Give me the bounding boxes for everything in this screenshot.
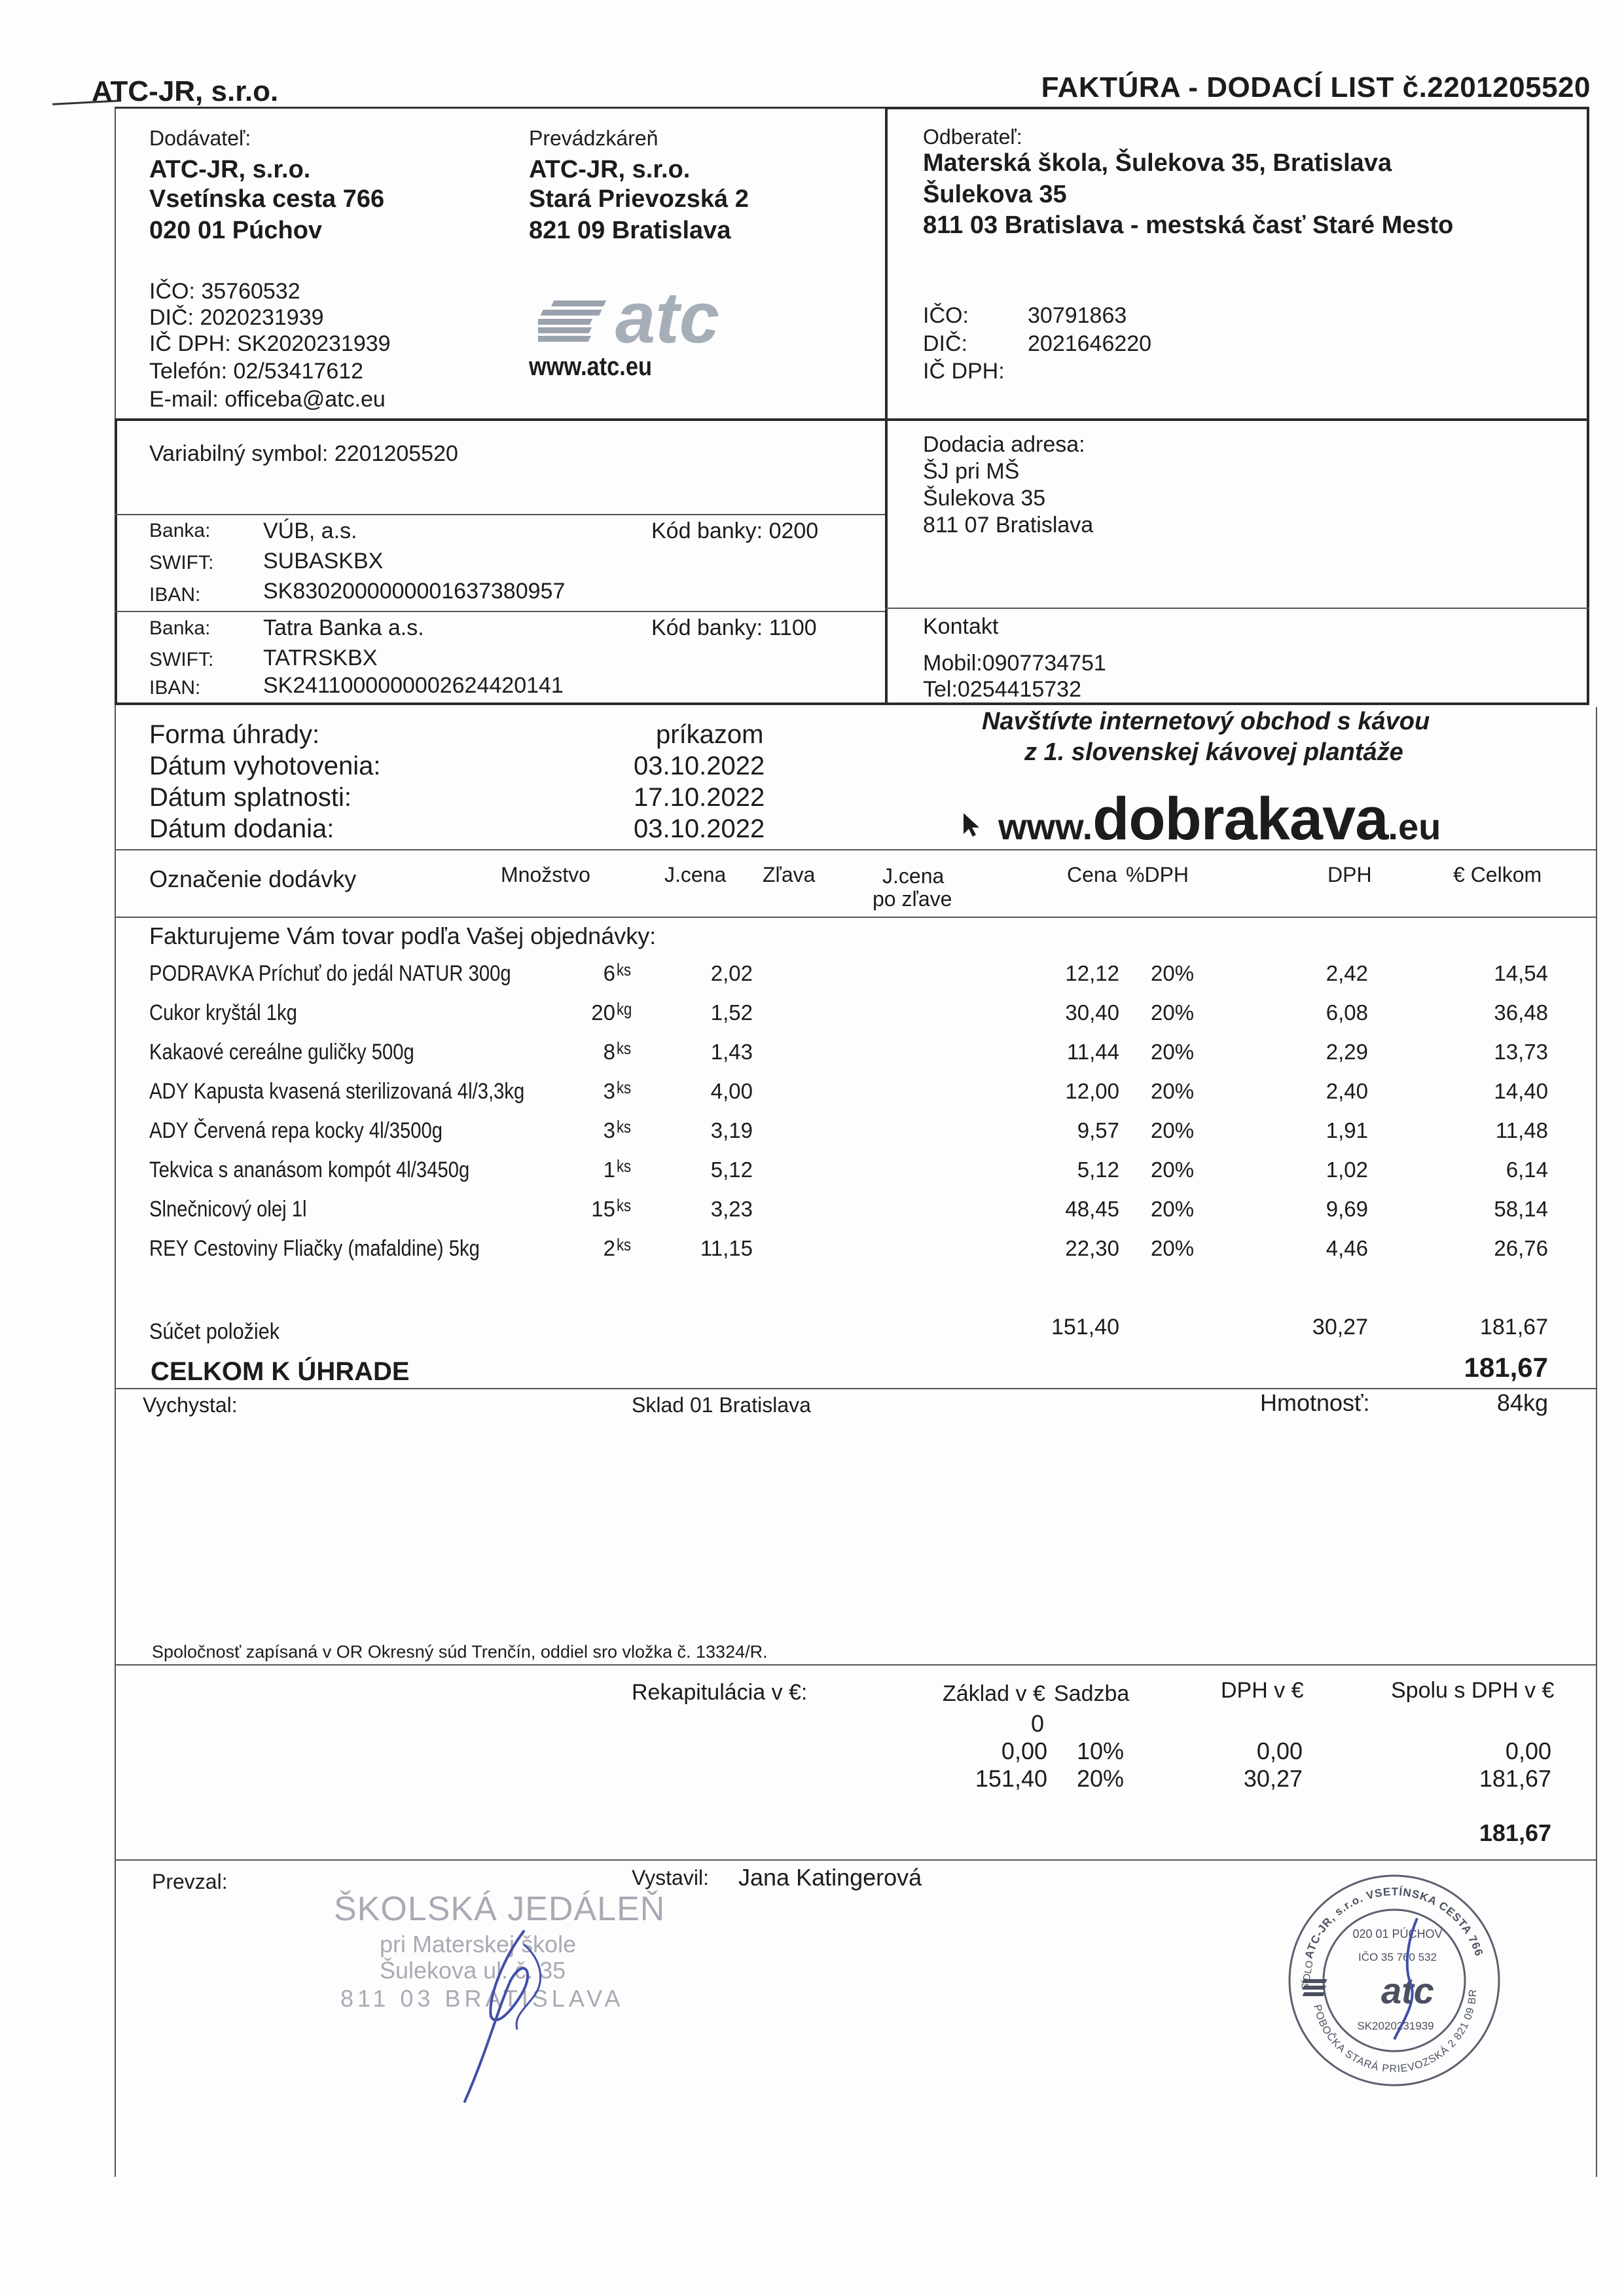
item-unit-price: 5,12	[710, 1157, 753, 1182]
item-name: ADY Kapusta kvasená sterilizovaná 4l/3,3kg	[149, 1079, 525, 1104]
supplier-dic: DIČ: 2020231939	[149, 305, 324, 330]
item-total: 13,73	[1494, 1040, 1548, 1064]
payment-form-value: príkazom	[656, 720, 764, 749]
svg-text:POBOČKA STARÁ PRIEVOZSKÁ 2 821: POBOČKA STARÁ PRIEVOZSKÁ 2 821 09 BR	[1311, 1988, 1479, 2075]
branch-city: 821 09 Bratislava	[529, 217, 731, 244]
promo-line1: Navštívte internetový obchod s kávou	[982, 708, 1430, 735]
recap-row2-rate: 20%	[1077, 1765, 1125, 1792]
table-row	[0, 1237, 1624, 1270]
item-unit: kg	[617, 999, 632, 1019]
item-price: 48,45	[1065, 1197, 1119, 1221]
sum-price: 151,40	[1051, 1315, 1119, 1339]
supplier-name: ATC-JR, s.r.o.	[149, 156, 311, 183]
document-title: FAKTÚRA - DODACÍ LIST č.2201205520	[1041, 71, 1591, 103]
delivery-line2: Šulekova 35	[923, 486, 1046, 511]
item-vat: 1,02	[1326, 1157, 1368, 1182]
item-price: 5,12	[1077, 1157, 1119, 1182]
school-stamp-line4: 811 03 BRATISLAVA	[340, 1985, 624, 2012]
item-unit-price: 1,52	[710, 1000, 753, 1025]
item-unit-price: 4,00	[710, 1079, 753, 1103]
item-name: Cukor kryštál 1kg	[149, 1000, 297, 1025]
branch-web[interactable]: www.atc.eu	[529, 352, 652, 381]
delivered-label: Dátum dodania:	[149, 814, 334, 843]
customer-ico-label: IČO:	[923, 303, 969, 328]
item-vat-pct: 20%	[1151, 1000, 1195, 1025]
frame-right	[1596, 707, 1597, 2177]
item-unit: ks	[617, 1156, 632, 1176]
item-unit: ks	[617, 1117, 632, 1137]
bank2-name: Tatra Banka a.s.	[263, 615, 424, 640]
item-unit: ks	[617, 1078, 632, 1097]
table-row	[0, 1038, 1624, 1074]
item-total: 11,48	[1495, 1118, 1548, 1142]
recap-vat-header: DPH v €	[1221, 1678, 1304, 1703]
bank1-code: Kód banky: 0200	[651, 519, 819, 543]
table-row	[0, 1195, 1624, 1231]
svg-text:atc: atc	[1381, 1970, 1434, 2011]
item-name: PODRAVKA Príchuť do jedál NATUR 300g	[149, 961, 511, 986]
item-vat: 4,46	[1326, 1236, 1368, 1260]
customer-city: 811 03 Bratislava - mestská časť Staré Mesto	[923, 211, 1454, 239]
item-price: 30,40	[1065, 1000, 1119, 1025]
recap-row2-vat: 30,27	[1243, 1765, 1303, 1792]
item-vat-pct: 20%	[1151, 1197, 1195, 1221]
supplier-email: E-mail: officeba@atc.eu	[149, 387, 386, 412]
branch-label: Prevádzkáreň	[529, 126, 659, 150]
svg-text:atc: atc	[615, 278, 719, 350]
item-total: 14,40	[1494, 1079, 1548, 1103]
item-price: 9,57	[1077, 1118, 1119, 1142]
contact-tel: Tel:0254415732	[923, 677, 1082, 702]
item-vat: 2,42	[1326, 961, 1368, 985]
prepared-label: Vychystal:	[143, 1393, 238, 1417]
item-total: 6,14	[1506, 1157, 1548, 1182]
item-qty: 15	[591, 1197, 615, 1221]
item-name: Kakaové cereálne guličky 500g	[149, 1040, 414, 1065]
sum-vat: 30,27	[1312, 1315, 1368, 1339]
header-unit-after-2: po zľave	[873, 887, 952, 911]
customer-name: Materská škola, Šulekova 35, Bratislava	[923, 149, 1392, 177]
issuer-name: Jana Katingerová	[738, 1864, 922, 1891]
svg-text:SÍDLO: SÍDLO	[1299, 1959, 1316, 1991]
item-qty: 8	[603, 1040, 615, 1064]
header-vat: DPH	[1327, 863, 1372, 886]
recap-row2-base: 151,40	[975, 1765, 1047, 1792]
supplier-ico: IČO: 35760532	[149, 279, 300, 304]
warehouse: Sklad 01 Bratislava	[632, 1393, 811, 1417]
svg-text:ATC-JR, s.r.o. VSETÍNSKA CESTA: ATC-JR, s.r.o. VSETÍNSKA CESTA 766	[1302, 1885, 1486, 1960]
payment-divider-1	[115, 514, 885, 515]
supplier-phone: Telefón: 02/53417612	[149, 359, 364, 384]
item-name: ADY Červená repa kocky 4l/3500g	[149, 1118, 443, 1143]
company-stamp-drawing	[1283, 1869, 1506, 2092]
header-qty: Množstvo	[501, 863, 590, 886]
grand-total-rule	[115, 1388, 1596, 1389]
weight-value: 84kg	[1496, 1389, 1548, 1416]
recap-rate-header: Sadzba	[1054, 1681, 1130, 1706]
recap-base-header: Základ v €	[943, 1681, 1045, 1706]
item-unit-price: 11,15	[700, 1236, 753, 1260]
header-price: Cena	[1067, 863, 1117, 886]
svg-text:SK2020231939: SK2020231939	[1357, 2020, 1434, 2032]
bank2-swift: TATRSKBX	[263, 646, 378, 670]
recap-row2-total: 181,67	[1479, 1765, 1551, 1792]
header-vat-pct: %DPH	[1126, 863, 1189, 886]
item-unit-price: 1,43	[710, 1040, 753, 1064]
registration-rule	[115, 1664, 1596, 1666]
signature	[425, 1918, 596, 2115]
cursor-icon	[961, 812, 981, 838]
bank2-label: Banka:	[149, 617, 211, 639]
school-stamp-line1: ŠKOLSKÁ JEDÁLEŇ	[334, 1890, 666, 1928]
bank2-iban: SK2411000000002624420141	[263, 673, 564, 698]
branch-name: ATC-JR, s.r.o.	[529, 156, 691, 183]
sum-total: 181,67	[1480, 1315, 1548, 1339]
item-unit: ks	[617, 1235, 632, 1254]
item-vat-pct: 20%	[1151, 1157, 1195, 1182]
item-vat-pct: 20%	[1151, 961, 1195, 985]
item-qty: 1	[603, 1157, 615, 1182]
header-item: Označenie dodávky	[149, 866, 357, 892]
item-vat-pct: 20%	[1151, 1118, 1195, 1142]
item-vat: 2,40	[1326, 1079, 1368, 1103]
header-unit-price: J.cena	[664, 863, 727, 886]
item-vat-pct: 20%	[1151, 1079, 1195, 1103]
recap-row1-vat: 0,00	[1256, 1738, 1303, 1764]
delivery-label: Dodacia adresa:	[923, 432, 1085, 457]
item-total: 14,54	[1494, 961, 1548, 985]
item-unit: ks	[617, 960, 632, 979]
header-underline	[115, 107, 936, 109]
bank1-swift: SUBASKBX	[263, 549, 384, 574]
school-stamp-line3: Šulekova ul. č. 35	[380, 1957, 566, 1984]
item-price: 11,44	[1066, 1040, 1119, 1064]
signature-drawing	[425, 1918, 596, 2115]
recap-bottom-rule	[115, 1859, 1596, 1861]
delivered-value: 03.10.2022	[634, 814, 765, 843]
bank1-name: VÚB, a.s.	[263, 519, 357, 543]
header-unit-after-1: J.cena	[882, 864, 945, 888]
table-intro: Fakturujeme Vám tovar podľa Vašej objednávky:	[149, 922, 657, 949]
bank2-code: Kód banky: 1100	[651, 615, 817, 640]
recap-row1-rate: 10%	[1077, 1738, 1125, 1764]
item-total: 36,48	[1494, 1000, 1548, 1025]
recap-zero: 0	[1031, 1710, 1045, 1737]
header-total: € Celkom	[1453, 863, 1542, 886]
company-stamp	[1283, 1869, 1506, 2092]
item-price: 12,12	[1065, 961, 1119, 985]
customer-label: Odberateľ:	[923, 125, 1022, 149]
item-vat-pct: 20%	[1151, 1040, 1195, 1064]
received-label: Prevzal:	[152, 1870, 228, 1893]
table-row	[0, 1156, 1624, 1192]
supplier-city: 020 01 Púchov	[149, 217, 323, 244]
svg-text:IČO 35 760 532: IČO 35 760 532	[1358, 1951, 1437, 1963]
payment-divider-2	[115, 611, 885, 612]
variable-symbol: Variabilný symbol: 2201205520	[149, 441, 458, 466]
bank1-iban: SK8302000000001637380957	[263, 579, 566, 604]
customer-ico: 30791863	[1028, 303, 1127, 328]
customer-icdph-label: IČ DPH:	[923, 359, 1005, 384]
supplier-street: Vsetínska cesta 766	[149, 185, 385, 213]
item-name: Slnečnicový olej 1l	[149, 1197, 307, 1222]
table-top-rule	[115, 849, 1596, 850]
item-qty: 3	[603, 1118, 615, 1142]
supplier-label: Dodávateľ:	[149, 126, 251, 150]
item-vat: 6,08	[1326, 1000, 1368, 1025]
header-company: ATC-JR, s.r.o.	[92, 75, 279, 107]
item-vat: 9,69	[1326, 1197, 1368, 1221]
issuer-label: Vystavil:	[632, 1866, 709, 1889]
promo-line2: z 1. slovenskej kávovej plantáže	[1024, 738, 1403, 766]
due-label: Dátum splatnosti:	[149, 783, 352, 812]
customer-dic: 2021646220	[1028, 331, 1152, 356]
item-total: 26,76	[1494, 1236, 1548, 1260]
item-name: REY Cestoviny Fliačky (mafaldine) 5kg	[149, 1236, 480, 1261]
item-price: 22,30	[1065, 1236, 1119, 1260]
issued-value: 03.10.2022	[634, 752, 765, 780]
bank2-iban-label: IBAN:	[149, 677, 201, 699]
bank1-swift-label: SWIFT:	[149, 552, 214, 574]
bank1-label: Banka:	[149, 520, 211, 541]
atc-logo-icon	[538, 278, 748, 350]
supplier-icdph: IČ DPH: SK2020231939	[149, 331, 391, 356]
item-unit-price: 3,19	[710, 1118, 753, 1142]
delivery-divider	[885, 608, 1589, 609]
recap-row1-total: 0,00	[1505, 1738, 1551, 1764]
item-total: 58,14	[1494, 1197, 1548, 1221]
item-unit: ks	[617, 1195, 632, 1215]
contact-label: Kontakt	[923, 614, 999, 639]
table-header-rule	[115, 917, 1596, 918]
issued-label: Dátum vyhotovenia:	[149, 752, 381, 780]
school-stamp-line2: pri Materskej škole	[380, 1931, 577, 1958]
grand-total-label: CELKOM K ÚHRADE	[151, 1357, 410, 1386]
header-discount: Zľava	[763, 863, 816, 886]
promo-www: www.	[998, 806, 1093, 847]
delivery-line1: ŠJ pri MŠ	[923, 459, 1020, 484]
branch-street: Stará Prievozská 2	[529, 185, 749, 213]
atc-logo	[538, 278, 748, 350]
due-value: 17.10.2022	[634, 783, 765, 812]
sum-label: Súčet položiek	[149, 1319, 280, 1344]
item-name: Tekvica s ananásom kompót 4l/3450g	[149, 1157, 470, 1182]
promo-tld: .eu	[1388, 806, 1441, 847]
contact-mobile: Mobil:0907734751	[923, 651, 1106, 676]
item-unit-price: 2,02	[710, 961, 753, 985]
item-unit-price: 3,23	[710, 1197, 753, 1221]
item-qty: 2	[603, 1236, 615, 1260]
table-row	[0, 999, 1624, 1034]
table-row	[0, 962, 1624, 995]
grand-total-value: 181,67	[1464, 1352, 1548, 1383]
item-vat-pct: 20%	[1151, 1236, 1195, 1260]
promo-brand: dobrakava	[1092, 786, 1388, 852]
item-qty: 20	[591, 1000, 615, 1025]
bank1-iban-label: IBAN:	[149, 584, 201, 606]
delivery-line3: 811 07 Bratislava	[923, 513, 1094, 538]
recap-grand-total: 181,67	[1479, 1819, 1551, 1846]
recap-label: Rekapitulácia v €:	[632, 1680, 808, 1705]
registration-note: Spoločnosť zapísaná v OR Okresný súd Trenčín, oddiel sro vložka č. 13324/R.	[152, 1642, 768, 1662]
item-vat: 1,91	[1326, 1118, 1368, 1142]
item-qty: 3	[603, 1079, 615, 1103]
table-row	[0, 1080, 1624, 1113]
svg-text:020 01 PÚCHOV: 020 01 PÚCHOV	[1352, 1927, 1443, 1941]
item-vat: 2,29	[1326, 1040, 1368, 1064]
recap-total-header: Spolu s DPH v €	[1391, 1678, 1555, 1703]
promo-url[interactable]	[998, 786, 1441, 852]
table-row	[0, 1117, 1624, 1152]
item-price: 12,00	[1065, 1079, 1119, 1103]
bank2-swift-label: SWIFT:	[149, 649, 214, 670]
recap-row1-base: 0,00	[1001, 1738, 1047, 1764]
item-unit: ks	[617, 1038, 632, 1058]
item-qty: 6	[603, 961, 615, 985]
customer-street: Šulekova 35	[923, 181, 1067, 208]
customer-dic-label: DIČ:	[923, 331, 967, 356]
payment-form-label: Forma úhrady:	[149, 720, 320, 749]
weight-label: Hmotnosť:	[1260, 1389, 1370, 1416]
